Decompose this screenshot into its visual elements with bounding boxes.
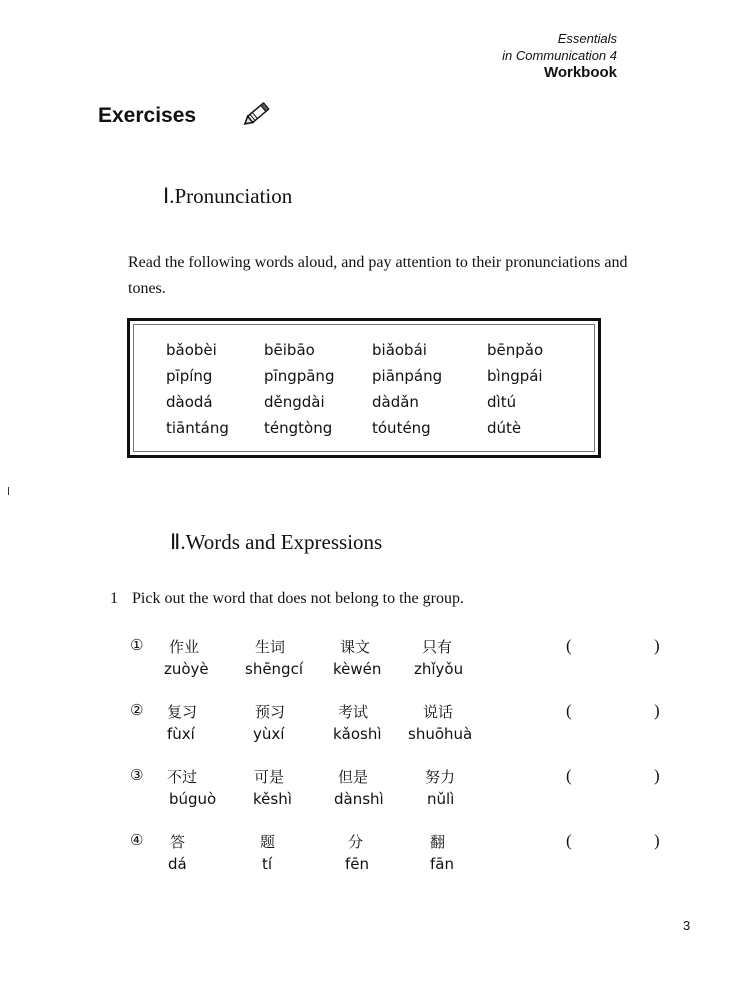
pinyin-word: bìngpái bbox=[487, 367, 543, 385]
pinyin-word: búguò bbox=[169, 790, 217, 808]
hanzi-word: 预习 bbox=[255, 703, 286, 721]
exercise-item bbox=[0, 766, 750, 826]
answer-paren-open: ( bbox=[566, 831, 572, 850]
pinyin-word: tóuténg bbox=[372, 419, 431, 437]
pinyin-word: biǎobái bbox=[372, 341, 427, 359]
pronunciation-box bbox=[127, 318, 601, 458]
exercise-item bbox=[0, 636, 750, 696]
answer-paren-open: ( bbox=[566, 766, 572, 785]
margin-mark bbox=[8, 487, 9, 495]
hanzi-word: 只有 bbox=[422, 638, 453, 656]
pinyin-word: shēngcí bbox=[245, 660, 303, 678]
hanzi-word: 说话 bbox=[423, 703, 454, 721]
item-number: ③ bbox=[130, 766, 144, 784]
hanzi-word: 可是 bbox=[254, 768, 285, 786]
pinyin-word: bēibāo bbox=[264, 341, 315, 359]
hanzi-word: 作业 bbox=[169, 638, 200, 656]
pinyin-word: tí bbox=[262, 855, 273, 873]
hanzi-word: 复习 bbox=[167, 703, 198, 721]
instruction-text: Read the following words aloud, and pay attention to their pronunciations and tones. bbox=[128, 254, 628, 297]
pencil-icon bbox=[240, 98, 274, 132]
exercise-item bbox=[0, 831, 750, 891]
answer-paren-open: ( bbox=[566, 701, 572, 720]
pinyin-word: dàdǎn bbox=[372, 393, 419, 411]
pinyin-word: bǎobèi bbox=[166, 341, 217, 359]
pinyin-word: yùxí bbox=[253, 725, 285, 743]
hanzi-word: 努力 bbox=[425, 768, 456, 786]
exercises-heading: Exercises bbox=[98, 104, 197, 127]
answer-paren-close: ) bbox=[654, 636, 660, 655]
hanzi-word: 考试 bbox=[338, 703, 369, 721]
section-title-pronunciation: Ⅰ.Pronunciation bbox=[163, 184, 293, 208]
pinyin-word: pīngpāng bbox=[264, 367, 335, 385]
pinyin-word: pīpíng bbox=[166, 367, 213, 385]
hanzi-word: 生词 bbox=[255, 638, 286, 656]
question-number: 1 bbox=[110, 590, 118, 607]
section-title-words: Ⅱ.Words and Expressions bbox=[170, 530, 383, 554]
pinyin-word: zuòyè bbox=[164, 660, 209, 678]
running-head-book: Workbook bbox=[543, 64, 617, 81]
hanzi-word: 不过 bbox=[167, 768, 198, 786]
pinyin-word: kèwén bbox=[333, 660, 382, 678]
pinyin-word: fùxí bbox=[167, 725, 195, 743]
pinyin-word: zhǐyǒu bbox=[414, 660, 464, 678]
hanzi-word: 但是 bbox=[338, 768, 369, 786]
answer-paren-close: ) bbox=[654, 831, 660, 850]
pinyin-word: kěshì bbox=[253, 790, 292, 808]
pinyin-word: téngtòng bbox=[264, 419, 333, 437]
hanzi-word: 分 bbox=[348, 833, 364, 851]
hanzi-word: 题 bbox=[260, 833, 276, 851]
hanzi-word: 翻 bbox=[430, 833, 446, 851]
item-number: ① bbox=[130, 636, 144, 654]
page-number: 3 bbox=[683, 918, 691, 933]
pinyin-word: nǔlì bbox=[427, 790, 455, 808]
pinyin-word: shuōhuà bbox=[408, 725, 473, 743]
pinyin-word: dìtú bbox=[487, 393, 517, 411]
pinyin-word: fān bbox=[430, 855, 454, 873]
pinyin-word: dàodá bbox=[166, 393, 213, 411]
answer-paren-close: ) bbox=[654, 766, 660, 785]
pinyin-word: bēnpǎo bbox=[487, 341, 544, 359]
pinyin-word: dá bbox=[168, 855, 187, 873]
pinyin-word: kǎoshì bbox=[333, 725, 382, 743]
running-head bbox=[502, 30, 617, 81]
answer-paren-open: ( bbox=[566, 636, 572, 655]
pinyin-word: fēn bbox=[345, 855, 370, 873]
question-text: Pick out the word that does not belong to the group. bbox=[132, 590, 464, 607]
answer-paren-close: ) bbox=[654, 701, 660, 720]
running-head-series: Essentials bbox=[557, 31, 617, 46]
pinyin-word: dànshì bbox=[334, 790, 384, 808]
pinyin-word: děngdài bbox=[264, 393, 325, 411]
question-1 bbox=[110, 590, 464, 608]
item-number: ② bbox=[130, 701, 144, 719]
pinyin-word: dútè bbox=[487, 419, 522, 437]
item-number: ④ bbox=[130, 831, 144, 849]
running-head-volume: in Communication 4 bbox=[502, 48, 617, 63]
hanzi-word: 课文 bbox=[340, 638, 371, 656]
pinyin-word: tiāntáng bbox=[166, 419, 229, 437]
pinyin-word: piānpáng bbox=[372, 367, 443, 385]
exercise-item bbox=[0, 701, 750, 761]
hanzi-word: 答 bbox=[170, 833, 186, 851]
